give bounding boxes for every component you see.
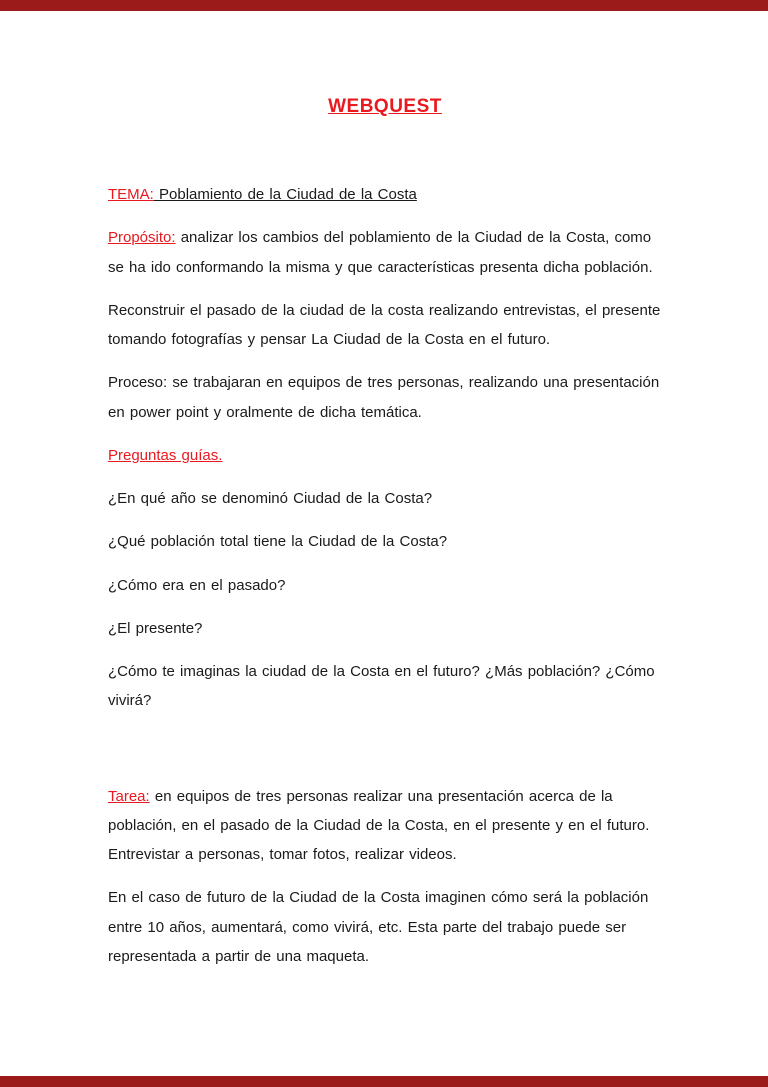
paragraph-text: ¿Cómo te imaginas la ciudad de la Costa en el futuro? ¿Más población? ¿Cómo vivirá?	[108, 663, 655, 710]
paragraph-text: Poblamiento de la Ciudad de la Costa	[153, 186, 417, 203]
paragraph-text: En el caso de futuro de la Ciudad de la Costa imaginen cómo será la población entre 10 años, aumentará, como vivirá, etc. Esta parte del trabajo puede ser representada a partir de una maqueta.	[108, 889, 649, 965]
paragraph-text: ¿Cómo era en el pasado?	[108, 576, 286, 594]
page-title: WEBQUEST	[328, 96, 442, 117]
paragraph	[108, 883, 662, 971]
paragraph-lead: Preguntas guías.	[108, 446, 223, 464]
paragraph-text: ¿El presente?	[108, 619, 203, 637]
paragraph	[108, 571, 662, 600]
paragraph	[108, 527, 662, 556]
paragraph	[108, 614, 662, 643]
paragraph	[108, 180, 662, 209]
paragraph	[108, 782, 662, 870]
paragraph-text: en equipos de tres personas realizar una presentación acerca de la población, en el pasado de la Ciudad de la Costa, en el presente y en el futuro. Entrevistar a personas, tomar fotos, realizar videos.	[108, 787, 650, 863]
paragraph	[108, 484, 662, 513]
paragraph	[108, 368, 662, 427]
paragraph-lead: TEMA:	[108, 186, 154, 203]
paragraph-text: Proceso: se trabajaran en equipos de tres personas, realizando una presentación en power point y oralmente de dicha temática.	[108, 374, 660, 421]
top-border-bar	[0, 0, 768, 11]
paragraph-text: analizar los cambios del poblamiento de la Ciudad de la Costa, como se ha ido conformando la misma y que características presenta dicha población.	[108, 229, 653, 276]
paragraph	[108, 223, 662, 282]
document-body	[108, 180, 662, 971]
paragraph	[108, 441, 662, 470]
paragraph	[108, 296, 662, 355]
paragraph	[108, 657, 662, 716]
paragraph-text: ¿En qué año se denominó Ciudad de la Costa?	[108, 490, 433, 507]
paragraph-text: ¿Qué población total tiene la Ciudad de la Costa?	[108, 533, 448, 551]
paragraph-lead: Tarea:	[108, 787, 150, 805]
bottom-border-bar	[0, 1076, 768, 1087]
paragraph-lead: Propósito:	[108, 229, 176, 247]
paragraph-text: Reconstruir el pasado de la ciudad de la costa realizando entrevistas, el presente tomando fotografías y pensar La Ciudad de la Costa en el futuro.	[108, 301, 661, 348]
